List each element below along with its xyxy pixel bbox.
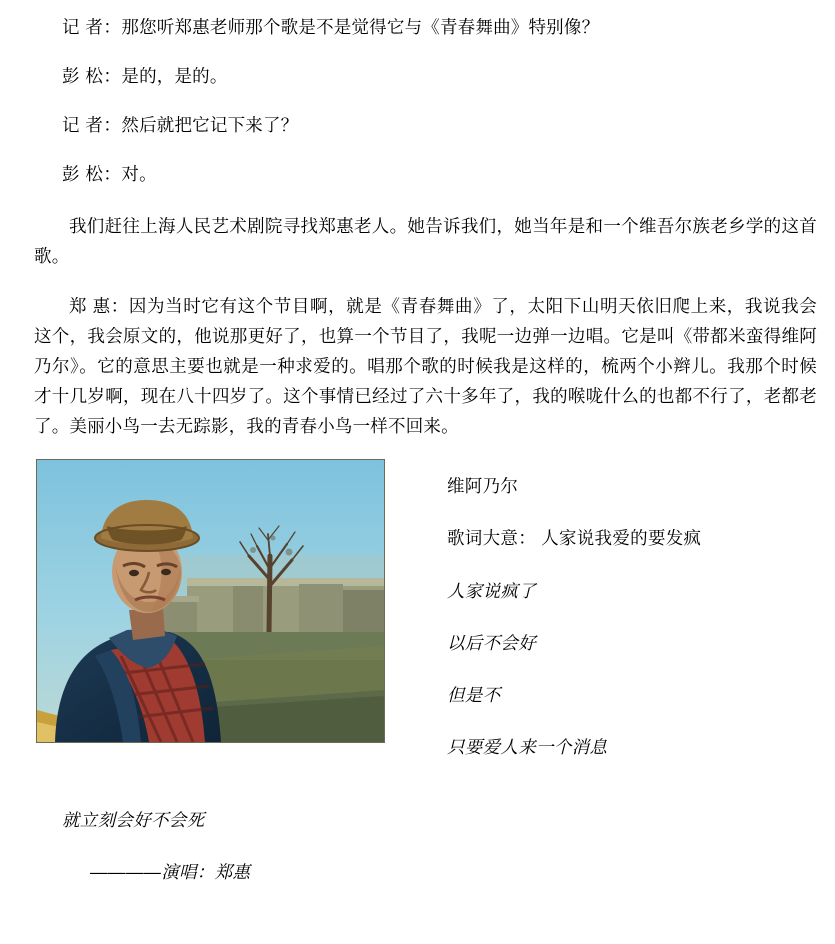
lyrics-line: 只要爱人来一个消息 <box>447 737 608 758</box>
lyrics-line: 人家说疯了 <box>447 580 536 601</box>
figure-and-lyrics-row <box>34 459 817 787</box>
qa-line <box>34 161 817 188</box>
qa-text: 那您听郑惠老师那个歌是不是觉得它与《青春舞曲》特别像？ <box>121 17 600 37</box>
body-paragraph: 我们赶往上海人民艺术剧院寻找郑惠老人。她告诉我们，她当年是和一个维吾尔族老乡学的这首歌。 <box>34 215 817 266</box>
qa-speaker: 记 者： <box>62 17 122 37</box>
lyrics-credit: ————演唱：郑惠 <box>90 861 251 882</box>
body-paragraph: 郑 惠：因为当时它有这个节目啊，就是《青春舞曲》了，太阳下山明天依旧爬上来，我说我会这个，我会原文的，他说那更好了，也算一个节目了，我呢一边弹一边唱。它是叫《带都米蛮得维阿乃尔》。它的意思主要也就是一种求爱的。唱那个歌的时候我是这样的，梳两个小辫儿。我那个时候才十几岁啊，现在八十四岁了。这个事情已经过了六十多年了，我的喉咙什么的也都不行了，老都老了。美丽小鸟一去无踪影，我的青春小鸟一样不回来。 <box>34 295 817 437</box>
qa-text: 然后就把它记下来了？ <box>121 115 299 136</box>
lyrics-tail-block <box>62 807 817 884</box>
lyrics-line: 就立刻会好不会死 <box>62 809 205 830</box>
qa-speaker: 彭 松： <box>62 164 122 185</box>
lyrics-line: 但是不 <box>447 685 501 706</box>
qa-speaker: 彭 松： <box>62 66 122 87</box>
qa-line <box>34 63 817 90</box>
qa-speaker: 记 者： <box>62 115 122 136</box>
lyrics-title: 维阿乃尔 <box>447 476 519 497</box>
painting-of-elderly-man-in-hat <box>36 459 385 743</box>
lyrics-line: 以后不会好 <box>447 632 536 653</box>
qa-line <box>34 14 817 41</box>
lyrics-block <box>447 459 817 787</box>
lyrics-intro: 歌词大意： 人家说我爱的要发疯 <box>447 528 702 549</box>
qa-line <box>34 112 817 139</box>
qa-text: 对。 <box>121 164 157 185</box>
qa-text: 是的，是的。 <box>121 66 228 87</box>
